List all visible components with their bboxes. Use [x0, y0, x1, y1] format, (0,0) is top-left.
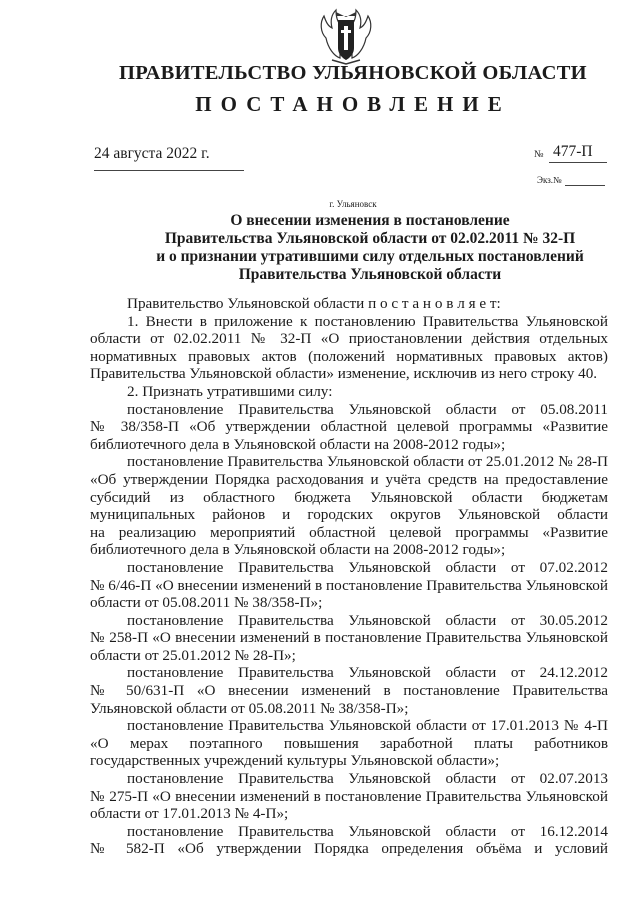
- copy-number-label: Экз.№: [537, 175, 562, 185]
- body-line: постановление Правительства Ульяновской области от 05.08.2011: [127, 400, 608, 418]
- body-line: № 50/631-П «О внесении изменений в постановление Правительства: [90, 682, 608, 700]
- body-line: № 275-П «О внесении изменений в постановление Правительства Ульяновской: [90, 787, 608, 805]
- body-line: Правительства Ульяновской области» изменение, исключив из него строку 40.: [90, 365, 598, 383]
- number-underline: [549, 162, 607, 163]
- body-line: библиотечного дела в Ульяновской области на 2008-2012 годы»;: [90, 541, 506, 559]
- body-line: постановление Правительства Ульяновской области от 25.01.2012 № 28-П: [127, 453, 608, 471]
- body-line: постановление Правительства Ульяновской области от 07.02.2012: [127, 558, 608, 576]
- body-line: «О мерах поэтапного повышения заработной платы работников: [90, 734, 608, 752]
- body-line: муниципальных районов и городских округов Ульяновской области: [90, 506, 608, 524]
- body-line: области от 17.01.2013 № 4-П»;: [90, 805, 289, 823]
- document-title: [100, 212, 640, 284]
- body-line: нормативных правовых актов (положений нормативных правовых актов): [90, 347, 608, 365]
- organization-name: ПРАВИТЕЛЬСТВО УЛЬЯНОВСКОЙ ОБЛАСТИ: [119, 62, 587, 84]
- date-underline: [94, 170, 244, 171]
- body-line: Ульяновской области от 05.08.2011 № 38/358-П»;: [90, 699, 409, 717]
- body-line: «Об утверждении Порядка расходования и учёта средств на предоставление: [90, 470, 608, 488]
- body-line: № 258-П «О внесении изменений в постановление Правительства Ульяновской: [90, 629, 608, 647]
- body-line: библиотечного дела в Ульяновской области на 2008-2012 годы»;: [90, 435, 506, 453]
- body-line: постановление Правительства Ульяновской области от 24.12.2012: [127, 664, 608, 682]
- coat-of-arms-icon: [318, 8, 374, 66]
- copy-number-underline: [565, 185, 605, 186]
- title-line: О внесении изменения в постановление: [230, 212, 510, 229]
- body-line: государственных учреждений культуры Ульяновской области»;: [90, 752, 500, 770]
- body-line: № 582-П «Об утверждении Порядка определения объёма и условий: [90, 840, 608, 858]
- body-line: постановление Правительства Ульяновской области от 16.12.2014: [127, 822, 608, 840]
- city: г. Ульяновск: [329, 199, 377, 209]
- number-label: №: [534, 149, 544, 160]
- body-line: постановление Правительства Ульяновской области от 30.05.2012: [127, 611, 608, 629]
- body-line: области от 02.02.2011 № 32-П «О приостановлении действия отдельных: [90, 330, 608, 348]
- title-line: Правительства Ульяновской области: [238, 266, 502, 283]
- body-line: постановление Правительства Ульяновской области от 17.01.2013 № 4-П: [127, 717, 608, 735]
- body-line: Правительство Ульяновской области п о с т а н о в л я е т:: [127, 295, 501, 312]
- body-line: № 38/358-П «Об утверждении областной целевой программы «Развитие: [90, 418, 608, 436]
- title-line: Правительства Ульяновской области от 02.02.2011 № 32-П: [164, 230, 576, 247]
- title-line: и о признании утратившими силу отдельных постановлений: [156, 248, 584, 265]
- body-line: области от 25.01.2012 № 28-П»;: [90, 646, 296, 664]
- document-number: 477-П: [553, 143, 593, 160]
- body-line: № 6/46-П «О внесении изменений в постановление Правительства Ульяновской: [90, 576, 608, 594]
- body-line: постановление Правительства Ульяновской области от 02.07.2013: [127, 770, 608, 788]
- document-body: [90, 295, 608, 858]
- body-line: на реализацию мероприятий областной целевой программы «Развитие: [90, 523, 608, 541]
- body-line: 1. Внести в приложение к постановлению Правительства Ульяновской: [127, 312, 608, 330]
- document-date: 24 августа 2022 г.: [94, 145, 210, 162]
- document-type: ПОСТАНОВЛЕНИЕ: [195, 92, 511, 116]
- body-line: субсидий из областного бюджета Ульяновской области бюджетам: [90, 488, 608, 506]
- body-line: 2. Признать утратившими силу:: [127, 382, 333, 400]
- body-line: области от 05.08.2011 № 38/358-П»;: [90, 594, 323, 612]
